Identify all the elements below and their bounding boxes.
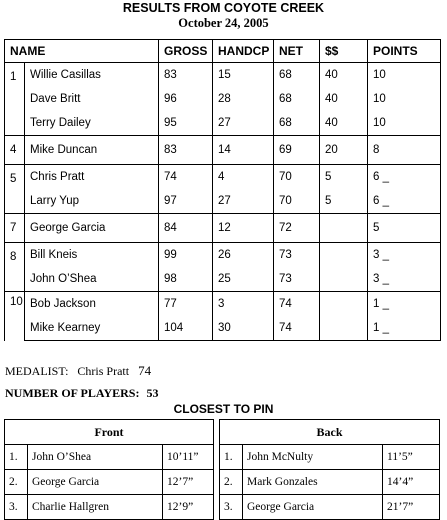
pin-distance: 11’5” [383, 445, 440, 470]
closest-to-pin-front-table [4, 419, 214, 520]
results-row [5, 189, 441, 214]
handicap: 14 [213, 136, 274, 165]
rank-cell: 8 [5, 243, 25, 292]
event-date: October 24, 2005 [178, 16, 269, 30]
player-name: Mike Duncan [25, 136, 159, 165]
player-name: Bob Jackson [25, 292, 159, 317]
col-header-name: NAME [5, 40, 159, 63]
points: 1 _ [368, 292, 441, 317]
money [320, 214, 368, 243]
back-heading: Back [220, 420, 440, 445]
money [320, 243, 368, 268]
pin-distance: 14’4” [383, 470, 440, 495]
handicap: 4 [213, 165, 274, 190]
pin-rank: 3. [5, 495, 28, 520]
player-name: Chris Pratt [25, 165, 159, 190]
rank-cell: 1 [5, 63, 25, 136]
pin-player-name: George Garcia [28, 470, 163, 495]
handicap: 12 [213, 214, 274, 243]
results-row [5, 111, 441, 136]
handicap: 3 [213, 292, 274, 317]
results-table [4, 39, 441, 341]
money [320, 267, 368, 292]
col-header-points: POINTS [368, 40, 441, 63]
net-score: 72 [274, 214, 320, 243]
results-row [5, 316, 441, 341]
points: 3 _ [368, 267, 441, 292]
net-score: 74 [274, 316, 320, 341]
points: 1 _ [368, 316, 441, 341]
handicap: 25 [213, 267, 274, 292]
net-score: 74 [274, 292, 320, 317]
results-row [5, 165, 441, 190]
handicap: 27 [213, 111, 274, 136]
rank-cell: 5 [5, 165, 25, 214]
results-header-row [5, 40, 441, 63]
points: 3 _ [368, 243, 441, 268]
back-pin-row [220, 495, 440, 520]
gross-score: 84 [159, 214, 213, 243]
front-heading: Front [5, 420, 214, 445]
col-header-money: $$ [320, 40, 368, 63]
page-title: RESULTS FROM COYOTE CREEK [122, 1, 325, 15]
gross-score: 99 [159, 243, 213, 268]
rank-cell: 10 [5, 292, 25, 341]
net-score: 68 [274, 87, 320, 111]
results-row [5, 87, 441, 111]
gross-score: 83 [159, 63, 213, 88]
net-score: 73 [274, 243, 320, 268]
pin-distance: 21’7” [383, 495, 440, 520]
back-pin-row [220, 445, 440, 470]
points: 10 [368, 63, 441, 88]
money: 20 [320, 136, 368, 165]
gross-score: 98 [159, 267, 213, 292]
pin-player-name: George Garcia [243, 495, 383, 520]
pin-distance: 12’7” [163, 470, 214, 495]
gross-score: 95 [159, 111, 213, 136]
results-row [5, 214, 441, 243]
money: 5 [320, 165, 368, 190]
players-count-line [5, 386, 158, 401]
pin-rank: 2. [5, 470, 28, 495]
gross-score: 74 [159, 165, 213, 190]
col-header-gross: GROSS [159, 40, 213, 63]
handicap: 28 [213, 87, 274, 111]
points: 10 [368, 87, 441, 111]
player-name: John O’Shea [25, 267, 159, 292]
pin-rank: 3. [220, 495, 243, 520]
gross-score: 83 [159, 136, 213, 165]
points: 10 [368, 111, 441, 136]
pin-player-name: John O’Shea [28, 445, 163, 470]
handicap: 27 [213, 189, 274, 214]
player-name: Larry Yup [25, 189, 159, 214]
points: 6 _ [368, 165, 441, 190]
net-score: 70 [274, 189, 320, 214]
points: 8 [368, 136, 441, 165]
money [320, 292, 368, 317]
front-body [5, 445, 214, 520]
rank-cell: 7 [5, 214, 25, 243]
gross-score: 104 [159, 316, 213, 341]
results-body [5, 63, 441, 341]
back-body [220, 445, 440, 520]
closest-to-pin-title: CLOSEST TO PIN [173, 402, 274, 416]
handicap: 15 [213, 63, 274, 88]
net-score: 70 [274, 165, 320, 190]
back-pin-row [220, 470, 440, 495]
medalist-line [5, 363, 151, 379]
pin-rank: 1. [5, 445, 28, 470]
front-pin-row [5, 470, 214, 495]
money: 5 [320, 189, 368, 214]
col-header-handicap: HANDCP [213, 40, 274, 63]
front-pin-row [5, 445, 214, 470]
medalist-name: Chris Pratt [77, 364, 130, 378]
pin-distance: 12’9” [163, 495, 214, 520]
players-count-label: NUMBER OF PLAYERS: [5, 386, 140, 400]
money: 40 [320, 63, 368, 88]
net-score: 69 [274, 136, 320, 165]
player-name: Dave Britt [25, 87, 159, 111]
player-name: Bill Kneis [25, 243, 159, 268]
net-score: 73 [274, 267, 320, 292]
gross-score: 96 [159, 87, 213, 111]
pin-distance: 10’11” [163, 445, 214, 470]
players-count-value: 53 [146, 386, 159, 400]
pin-player-name: Charlie Hallgren [28, 495, 163, 520]
pin-player-name: John McNulty [243, 445, 383, 470]
player-name: Terry Dailey [25, 111, 159, 136]
money: 40 [320, 87, 368, 111]
closest-to-pin-back-table [219, 419, 440, 520]
handicap: 30 [213, 316, 274, 341]
results-row [5, 136, 441, 165]
results-row [5, 292, 441, 317]
results-row [5, 63, 441, 88]
pin-player-name: Mark Gonzales [243, 470, 383, 495]
front-pin-row [5, 495, 214, 520]
points: 6 _ [368, 189, 441, 214]
player-name: Willie Casillas [25, 63, 159, 88]
gross-score: 77 [159, 292, 213, 317]
net-score: 68 [274, 111, 320, 136]
col-header-net: NET [274, 40, 320, 63]
handicap: 26 [213, 243, 274, 268]
pin-rank: 2. [220, 470, 243, 495]
rank-cell: 4 [5, 136, 25, 165]
gross-score: 97 [159, 189, 213, 214]
net-score: 68 [274, 63, 320, 88]
medalist-score: 74 [138, 363, 152, 378]
results-row [5, 243, 441, 268]
player-name: Mike Kearney [25, 316, 159, 341]
player-name: George Garcia [25, 214, 159, 243]
results-row [5, 267, 441, 292]
points: 5 [368, 214, 441, 243]
money: 40 [320, 111, 368, 136]
money [320, 316, 368, 341]
pin-rank: 1. [220, 445, 243, 470]
medalist-label: MEDALIST: [5, 364, 69, 378]
